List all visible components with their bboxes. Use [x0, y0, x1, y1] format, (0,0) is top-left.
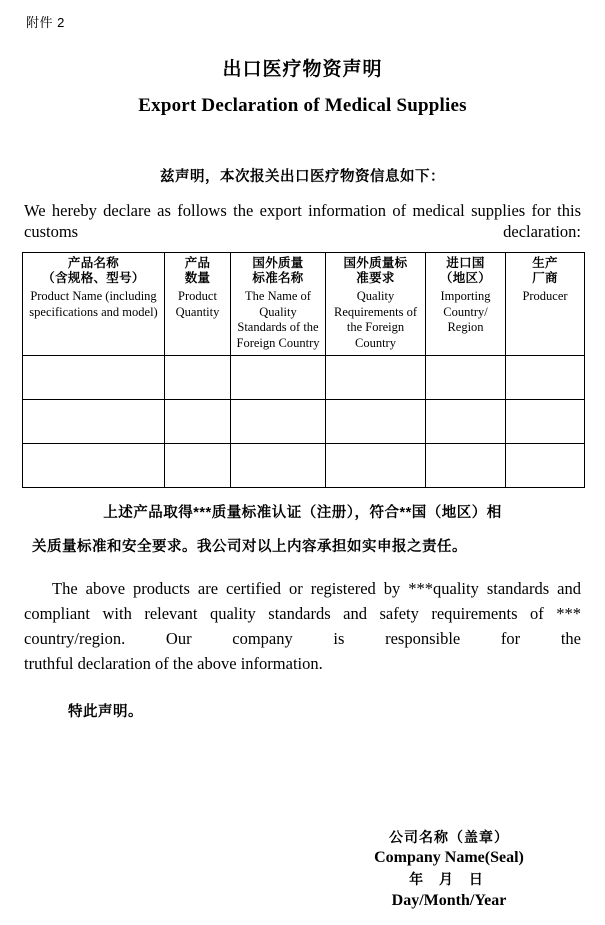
- cell-importing-country[interactable]: [426, 400, 506, 444]
- column-header-product-name: [23, 253, 165, 356]
- signature-company-en: Company Name(Seal): [374, 849, 524, 866]
- statement-cn-line1: 上述产品取得***质量标准认证（注册），符合**国（地区）相: [103, 505, 502, 521]
- signature-block: [339, 827, 559, 911]
- column-header-en: Product Name (including specifications and model): [29, 289, 158, 319]
- column-header-importing-country: [426, 253, 506, 356]
- medical-supplies-table: [22, 252, 585, 488]
- cell-product-name[interactable]: [23, 400, 165, 444]
- page-title-en: Export Declaration of Medical Supplies: [138, 95, 467, 116]
- cell-standard-name[interactable]: [231, 444, 326, 488]
- cell-quality-requirements[interactable]: [326, 356, 426, 400]
- cell-quality-requirements[interactable]: [326, 444, 426, 488]
- column-header-en: The Name of Quality Standards of the Foreign Country: [236, 289, 320, 350]
- column-header-en: Quality Requirements of the Foreign Country: [334, 289, 417, 350]
- table-row: [23, 356, 585, 400]
- column-header-cn-line2: 厂商: [532, 271, 558, 285]
- cell-product-quantity[interactable]: [165, 400, 231, 444]
- statement-en-lastline: truthful declaration of the above information.: [24, 654, 323, 673]
- cell-importing-country[interactable]: [426, 356, 506, 400]
- column-header-cn-line1: 产品: [184, 256, 211, 270]
- attachment-label: 附件 2: [26, 15, 65, 30]
- column-header-cn-line2: 标准名称: [252, 271, 304, 285]
- column-header-cn-line2: 数量: [184, 271, 211, 285]
- page-title-cn: 出口医疗物资声明: [222, 59, 383, 80]
- statement-en-body: The above products are certified or registered by ***quality standards and compliant with relevant quality standards and safety requirements of *** country/region. Our company is responsible for the: [24, 579, 581, 648]
- column-header-en: Product Quantity: [175, 289, 220, 319]
- table-row: [23, 444, 585, 488]
- column-header-cn-line1: 产品名称: [67, 256, 120, 270]
- declaration-intro-en: We hereby declare as follows the export information of medical supplies for this customs declaration:: [24, 201, 581, 241]
- hereby-declared-cn: 特此声明。: [68, 704, 143, 720]
- signature-company-cn: 公司名称（盖章）: [389, 829, 509, 845]
- cell-product-quantity[interactable]: [165, 444, 231, 488]
- cell-producer[interactable]: [506, 400, 585, 444]
- cell-producer[interactable]: [506, 356, 585, 400]
- cell-product-name[interactable]: [23, 444, 165, 488]
- statement-en: [22, 576, 583, 676]
- column-header-cn-line1: 生产: [532, 256, 558, 270]
- cell-product-quantity[interactable]: [165, 356, 231, 400]
- column-header-cn-line2: （含规格、型号）: [42, 271, 145, 285]
- column-header-cn-line1: 国外质量: [252, 256, 304, 270]
- cell-producer[interactable]: [506, 444, 585, 488]
- cell-quality-requirements[interactable]: [326, 400, 426, 444]
- column-header-en: Importing Country/ Region: [440, 289, 491, 334]
- column-header-cn-line2: 准要求: [356, 271, 395, 285]
- statement-cn: [22, 496, 583, 564]
- signature-date-cn: 年 月 日: [409, 871, 489, 887]
- cell-standard-name[interactable]: [231, 400, 326, 444]
- column-header-product-quantity: [165, 253, 231, 356]
- column-header-cn-line1: 国外质量标: [343, 256, 408, 270]
- column-header-quality-requirements: [326, 253, 426, 356]
- cell-importing-country[interactable]: [426, 444, 506, 488]
- cell-product-name[interactable]: [23, 356, 165, 400]
- column-header-cn-line2: （地区）: [439, 271, 492, 285]
- table-header-row: [23, 253, 585, 356]
- column-header-cn-line1: 进口国: [446, 256, 485, 270]
- statement-cn-line2: 关质量标准和安全要求。我公司对以上内容承担如实申报之责任。: [32, 539, 467, 555]
- table-row: [23, 400, 585, 444]
- column-header-producer: [506, 253, 585, 356]
- signature-date-en: Day/Month/Year: [391, 892, 507, 909]
- cell-standard-name[interactable]: [231, 356, 326, 400]
- column-header-standard-name: [231, 253, 326, 356]
- declaration-intro-cn: 兹声明，本次报关出口医疗物资信息如下：: [160, 169, 445, 185]
- column-header-en: Producer: [522, 289, 568, 303]
